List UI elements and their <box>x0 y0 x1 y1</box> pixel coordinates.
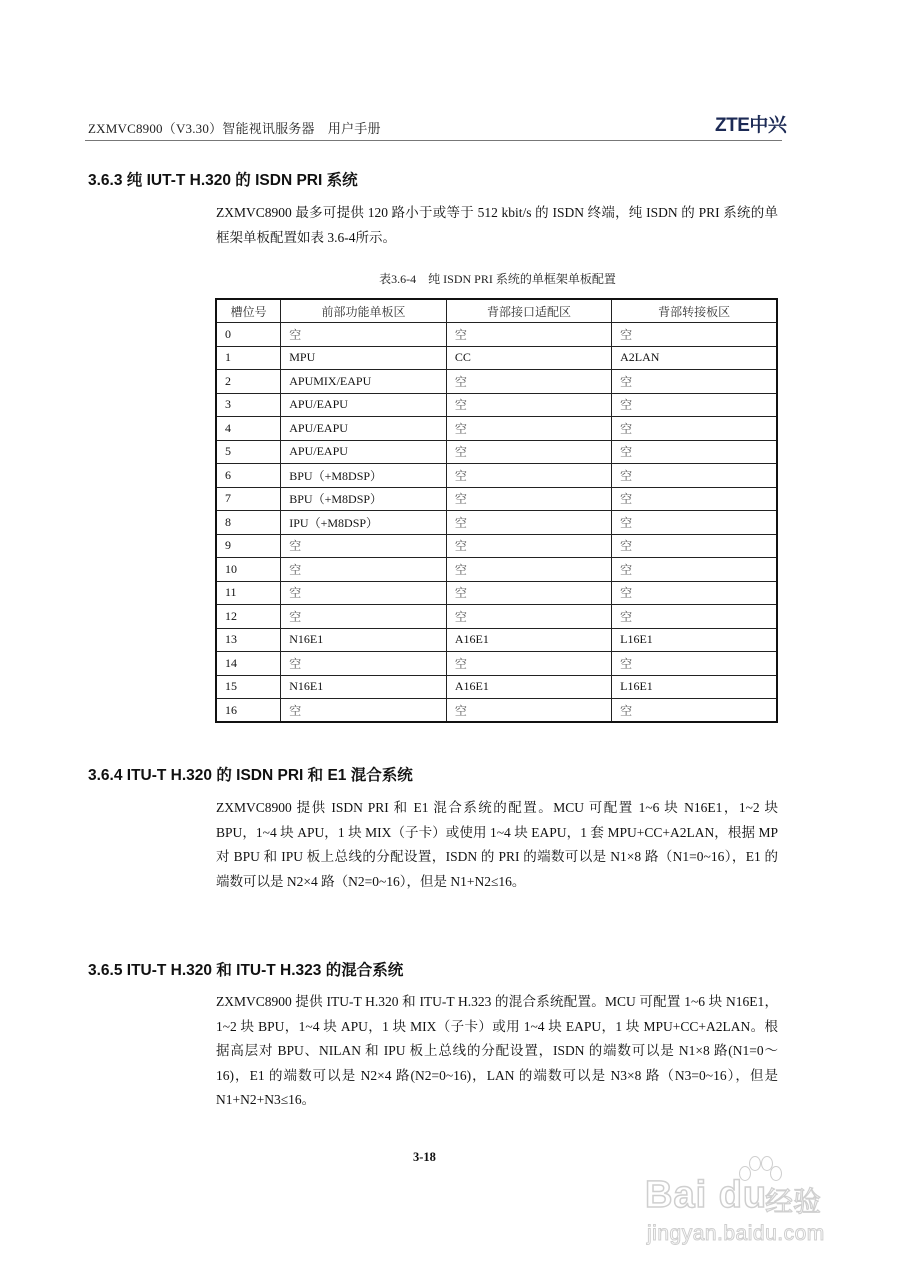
table-row <box>216 440 777 464</box>
slot-cell: 0 <box>216 323 281 347</box>
section-title-3-6-3: 3.6.3 纯 IUT-T H.320 的 ISDN PRI 系统 <box>88 172 358 189</box>
table-row <box>216 558 777 582</box>
rear-interface-cell: A16E1 <box>446 628 611 652</box>
table-header-slot: 槽位号 <box>216 299 281 323</box>
board-config-table <box>215 298 778 723</box>
table-row <box>216 417 777 441</box>
front-board-cell: 空 <box>281 699 447 723</box>
slot-cell: 14 <box>216 652 281 676</box>
table-row <box>216 605 777 629</box>
slot-cell: 8 <box>216 511 281 535</box>
rear-transfer-cell: A2LAN <box>612 346 777 370</box>
table-row <box>216 699 777 723</box>
table-row <box>216 628 777 652</box>
rear-transfer-cell: L16E1 <box>612 675 777 699</box>
section-title-3-6-5: 3.6.5 ITU-T H.320 和 ITU-T H.323 的混合系统 <box>88 962 404 979</box>
rear-interface-cell: 空 <box>446 605 611 629</box>
watermark-brand: Bai du <box>645 1174 768 1216</box>
slot-cell: 13 <box>216 628 281 652</box>
front-board-cell: BPU（+M8DSP） <box>281 487 447 511</box>
rear-interface-cell: 空 <box>446 440 611 464</box>
rear-transfer-cell: 空 <box>612 323 777 347</box>
front-board-cell: N16E1 <box>281 675 447 699</box>
slot-cell: 15 <box>216 675 281 699</box>
table-row <box>216 534 777 558</box>
rear-transfer-cell: 空 <box>612 652 777 676</box>
section-paragraph-3-6-5: ZXMVC8900 提供 ITU-T H.320 和 ITU-T H.323 的混合系统配置。MCU 可配置 1~6 块 N16E1，1~2 块 BPU，1~4 块 APU，1 块 MIX（子卡）或用 1~4 块 EAPU，1 块 MPU+CC+A2LAN。根据高层对 BPU、NILAN 和 IPU 板上总线的分配设置，ISDN 的端数可以是 N1×8 路(N1=0～16)，E1 的端数可以是 N2×4 路(N2=0~16)，LAN 的端数可以是 N3×8 路（N3=0~16），但是 N1+N2+N3≤16。 <box>216 994 778 1107</box>
rear-interface-cell: A16E1 <box>446 675 611 699</box>
rear-transfer-cell: 空 <box>612 558 777 582</box>
slot-cell: 5 <box>216 440 281 464</box>
rear-interface-cell: 空 <box>446 558 611 582</box>
rear-interface-cell: CC <box>446 346 611 370</box>
slot-cell: 10 <box>216 558 281 582</box>
rear-interface-cell: 空 <box>446 323 611 347</box>
rear-transfer-cell: 空 <box>612 370 777 394</box>
baidu-watermark <box>645 1160 855 1260</box>
slot-cell: 7 <box>216 487 281 511</box>
table-header-rear-transfer: 背部转接板区 <box>612 299 777 323</box>
rear-transfer-cell: 空 <box>612 464 777 488</box>
rear-transfer-cell: 空 <box>612 440 777 464</box>
rear-transfer-cell: 空 <box>612 487 777 511</box>
front-board-cell: 空 <box>281 323 447 347</box>
section-paragraph-3-6-3: ZXMVC8900 最多可提供 120 路小于或等于 512 kbit/s 的 ISDN 终端，纯 ISDN 的 PRI 系统的单框架单板配置如表 3.6-4所示。 <box>216 205 778 245</box>
slot-cell: 12 <box>216 605 281 629</box>
front-board-cell: 空 <box>281 558 447 582</box>
watermark-url: jingyan.baidu.com <box>647 1222 825 1245</box>
zte-logo: ZTE中兴 <box>715 115 787 136</box>
front-board-cell: 空 <box>281 652 447 676</box>
rear-interface-cell: 空 <box>446 417 611 441</box>
rear-interface-cell: 空 <box>446 534 611 558</box>
slot-cell: 3 <box>216 393 281 417</box>
rear-interface-cell: 空 <box>446 464 611 488</box>
rear-transfer-cell: 空 <box>612 393 777 417</box>
section-title-3-6-4: 3.6.4 ITU-T H.320 的 ISDN PRI 和 E1 混合系统 <box>88 767 413 784</box>
slot-cell: 6 <box>216 464 281 488</box>
rear-transfer-cell: 空 <box>612 534 777 558</box>
table-header-front: 前部功能单板区 <box>281 299 447 323</box>
front-board-cell: APU/EAPU <box>281 440 447 464</box>
slot-cell: 16 <box>216 699 281 723</box>
slot-cell: 4 <box>216 417 281 441</box>
front-board-cell: 空 <box>281 605 447 629</box>
rear-interface-cell: 空 <box>446 370 611 394</box>
rear-interface-cell: 空 <box>446 511 611 535</box>
rear-transfer-cell: L16E1 <box>612 628 777 652</box>
table-row <box>216 346 777 370</box>
table-header-rear-interface: 背部接口适配区 <box>446 299 611 323</box>
page-number: 3-18 <box>413 1150 436 1164</box>
table-row <box>216 675 777 699</box>
rear-interface-cell: 空 <box>446 487 611 511</box>
rear-interface-cell: 空 <box>446 652 611 676</box>
slot-cell: 2 <box>216 370 281 394</box>
front-board-cell: 空 <box>281 534 447 558</box>
rear-transfer-cell: 空 <box>612 699 777 723</box>
document-title: ZXMVC8900（V3.30）智能视讯服务器 用户手册 <box>88 121 381 136</box>
slot-cell: 11 <box>216 581 281 605</box>
front-board-cell: 空 <box>281 581 447 605</box>
front-board-cell: MPU <box>281 346 447 370</box>
rear-transfer-cell: 空 <box>612 581 777 605</box>
table-row <box>216 464 777 488</box>
front-board-cell: BPU（+M8DSP） <box>281 464 447 488</box>
front-board-cell: IPU（+M8DSP） <box>281 511 447 535</box>
table-header-row <box>216 299 777 323</box>
table-row <box>216 487 777 511</box>
table-row <box>216 652 777 676</box>
table-row <box>216 393 777 417</box>
table-caption: 表3.6-4 纯 ISDN PRI 系统的单框架单板配置 <box>379 272 616 286</box>
rear-transfer-cell: 空 <box>612 511 777 535</box>
front-board-cell: N16E1 <box>281 628 447 652</box>
slot-cell: 1 <box>216 346 281 370</box>
rear-transfer-cell: 空 <box>612 605 777 629</box>
table-row <box>216 511 777 535</box>
slot-cell: 9 <box>216 534 281 558</box>
section-paragraph-3-6-4: ZXMVC8900 提供 ISDN PRI 和 E1 混合系统的配置。MCU 可配置 1~6 块 N16E1，1~2 块 BPU，1~4 块 APU，1 块 MIX（子卡）或使用 1~4 块 EAPU，1 套 MPU+CC+A2LAN，根据 MP 对 BPU 和 IPU 板上总线的分配设置，ISDN 的 PRI 的端数可以是 N1×8 路（N1=0~16），E1 的端数可以是 N2×4 路（N2=0~16），但是 N1+N2≤16。 <box>216 800 778 889</box>
front-board-cell: APU/EAPU <box>281 393 447 417</box>
rear-interface-cell: 空 <box>446 699 611 723</box>
table-row <box>216 581 777 605</box>
table-body <box>216 323 777 723</box>
table-row <box>216 323 777 347</box>
rear-interface-cell: 空 <box>446 581 611 605</box>
front-board-cell: APUMIX/EAPU <box>281 370 447 394</box>
table-row <box>216 370 777 394</box>
watermark-brand-cn: 经验 <box>765 1186 822 1217</box>
front-board-cell: APU/EAPU <box>281 417 447 441</box>
rear-transfer-cell: 空 <box>612 417 777 441</box>
header-divider <box>85 140 782 141</box>
rear-interface-cell: 空 <box>446 393 611 417</box>
